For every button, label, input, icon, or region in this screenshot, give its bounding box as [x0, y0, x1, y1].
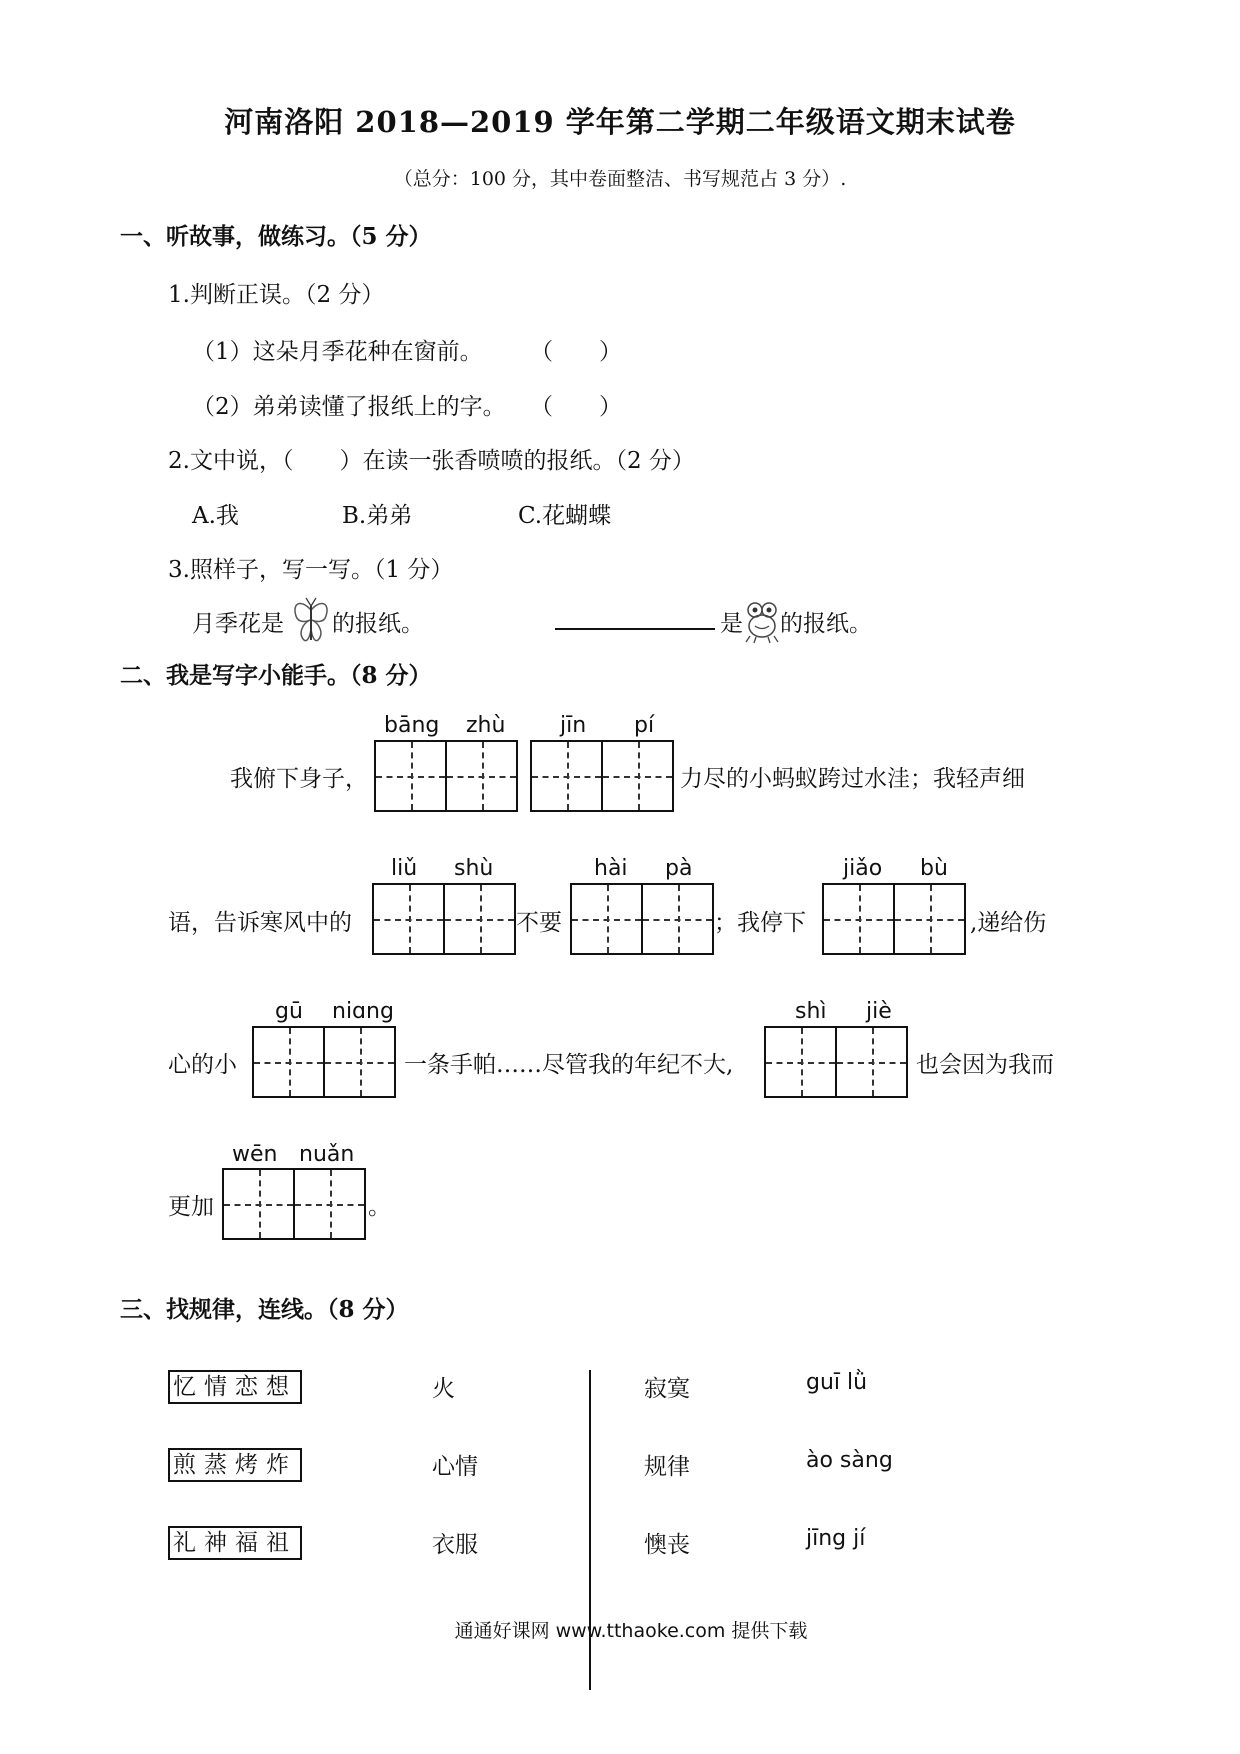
match-right-word-2[interactable]: 规律 [644, 1454, 690, 1480]
section1-heading: 一、听故事，做练习。（5 分） [120, 223, 432, 250]
q3-suffix: 的报纸。 [780, 611, 872, 637]
q2-option-c[interactable]: C.花蝴蝶 [518, 503, 612, 529]
writing-text-6: ,递给伤 [970, 910, 1047, 936]
writing-text-5: ；我停下 [714, 910, 806, 936]
q2-text: 2.文中说，（ ）在读一张香喷喷的报纸。（2 分） [168, 448, 695, 474]
match-right-word-3[interactable]: 懊丧 [644, 1532, 690, 1558]
writing-text-2: 力尽的小蚂蚁跨过水洼；我轻声细 [680, 766, 1025, 792]
butterfly-icon [290, 596, 332, 646]
q2-option-a[interactable]: A.我 [192, 503, 239, 529]
match-right-pinyin-3[interactable]: jīng jí [806, 1526, 866, 1551]
q1-item2-answer[interactable]: （ ） [530, 394, 622, 420]
pinyin-jiao: jiǎo [843, 856, 883, 881]
q3-answer-blank[interactable] [555, 628, 715, 630]
match-left-group-2[interactable]: 煎蒸烤炸 [168, 1448, 302, 1482]
q2-option-b[interactable]: B.弟弟 [342, 503, 413, 529]
writing-grid-jiaobu[interactable] [822, 883, 966, 955]
page-subtitle: （总分：100 分，其中卷面整洁、书写规范占 3 分）. [393, 168, 847, 190]
pinyin-bang: bāng [384, 713, 440, 738]
pinyin-hai: hài [594, 856, 628, 881]
writing-grid-bangzhu[interactable] [374, 740, 518, 812]
pinyin-jie: jiè [866, 999, 892, 1024]
q1-item1: （1）这朵月季花种在窗前。 [192, 339, 483, 365]
match-right-word-1[interactable]: 寂寞 [644, 1376, 690, 1402]
q1-item2: （2）弟弟读懂了报纸上的字。 [192, 394, 506, 420]
writing-text-7: 心的小 [168, 1052, 237, 1078]
writing-grid-liushu[interactable] [372, 883, 516, 955]
match-left-target-3[interactable]: 衣服 [432, 1532, 478, 1558]
pinyin-nuan: nuǎn [299, 1142, 355, 1167]
q1-item1-answer[interactable]: （ ） [530, 339, 622, 365]
pinyin-jin: jīn [560, 713, 587, 738]
q3-example-suffix: 的报纸。 [332, 611, 424, 637]
pinyin-shi: shì [795, 999, 827, 1024]
frog-icon [744, 600, 780, 644]
footer-source: 通通好课网 www.tthaoke.com 提供下载 [454, 1620, 808, 1642]
q3-example-prefix: 月季花是 [192, 611, 284, 637]
q1-text: 1.判断正误。（2 分） [168, 282, 385, 308]
q3-text: 3.照样子，写一写。（1 分） [168, 557, 454, 583]
pinyin-niang: niɑng [332, 999, 394, 1024]
pinyin-pa: pà [665, 856, 693, 881]
section2-heading: 二、我是写字小能手。（8 分） [120, 662, 432, 689]
pinyin-bu: bù [920, 856, 948, 881]
match-left-group-1[interactable]: 忆情恋想 [168, 1370, 302, 1404]
writing-text-11: 。 [368, 1194, 391, 1220]
writing-text-8: 一条手帕……尽管我的年纪不大, [404, 1052, 734, 1078]
pinyin-liu: liǔ [391, 856, 418, 881]
writing-grid-jinpi[interactable] [530, 740, 674, 812]
writing-text-9: 也会因为我而 [916, 1052, 1054, 1078]
match-left-target-2[interactable]: 心情 [432, 1454, 478, 1480]
page-title: 河南洛阳 2018—2019 学年第二学期二年级语文期末试卷 [224, 105, 1016, 139]
writing-text-4: 不要 [516, 910, 562, 936]
writing-text-10: 更加 [168, 1194, 214, 1220]
match-right-pinyin-1[interactable]: guī lǜ [806, 1370, 868, 1395]
match-right-pinyin-2[interactable]: ào sàng [806, 1448, 893, 1473]
match-left-group-3[interactable]: 礼神福祖 [168, 1526, 302, 1560]
q3-shi: 是 [720, 611, 743, 637]
pinyin-gu: gū [275, 999, 303, 1024]
writing-grid-haipa[interactable] [570, 883, 714, 955]
writing-text-3: 语，告诉寒风中的 [168, 910, 352, 936]
pinyin-zhu: zhù [466, 713, 506, 738]
writing-grid-guniang[interactable] [252, 1026, 396, 1098]
writing-text-1: 我俯下身子， [230, 766, 368, 792]
pinyin-wen: wēn [232, 1142, 278, 1167]
match-left-target-1[interactable]: 火 [432, 1376, 455, 1402]
writing-grid-wennuan[interactable] [222, 1168, 366, 1240]
writing-grid-shijie[interactable] [764, 1026, 908, 1098]
section3-heading: 三、找规律，连线。（8 分） [120, 1296, 409, 1323]
pinyin-pi: pí [634, 713, 655, 738]
pinyin-shu: shù [454, 856, 494, 881]
